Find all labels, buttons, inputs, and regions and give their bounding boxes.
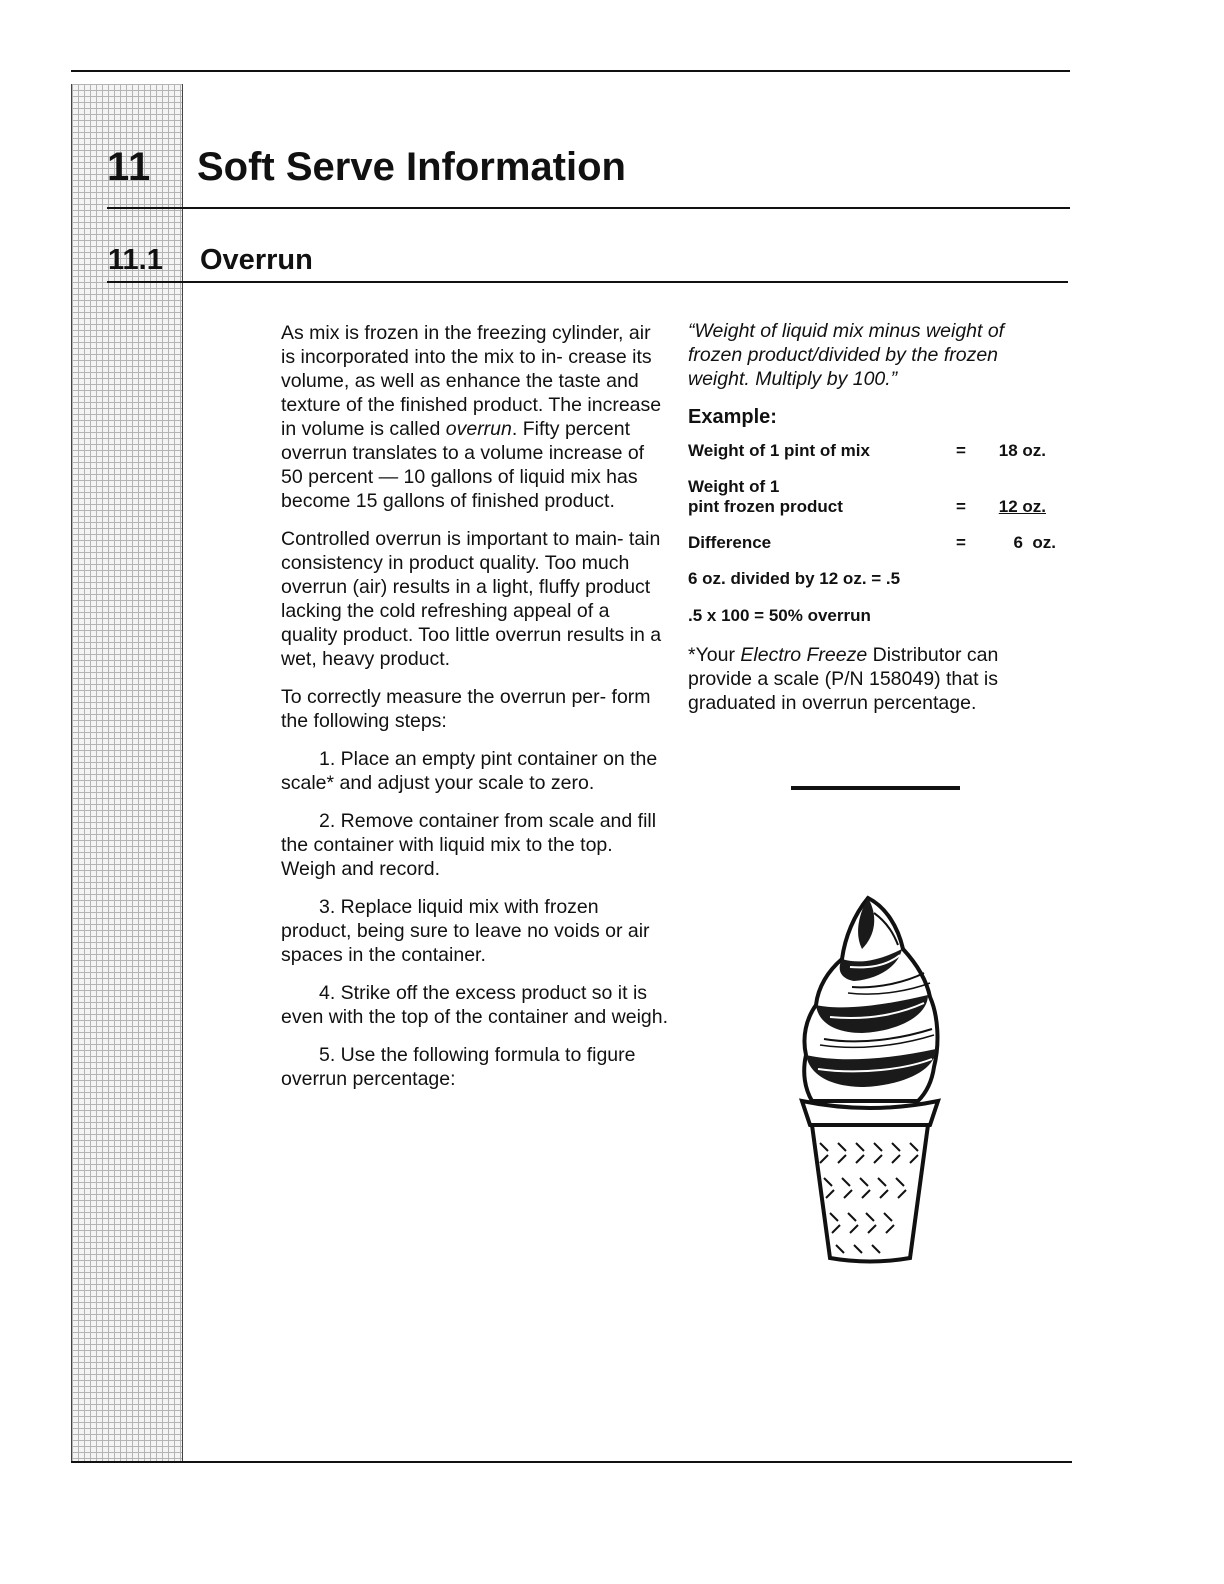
equals-sign: = [956,441,966,460]
calculation-result: .5 x 100 = 50% overrun [688,606,871,625]
chapter-number: 11 [107,145,152,189]
example-row-difference [688,533,1058,553]
example-row-label: Weight of 1 [688,477,780,496]
step-1: 1. Place an empty pint container on the scale* and adjust your scale to zero. [281,748,658,794]
step-4: 4. Strike off the excess product so it is even with the top of the container and weigh. [281,982,669,1028]
example-row-label: Difference [688,533,772,552]
brand-name: Electro Freeze [740,644,868,666]
intro-text-b: . Fifty percent overrun translates to a volume increase of 50 percent — 10 gallons of liquid mix has become 15 gallons of finished product. [281,418,645,512]
overrun-term: overrun [445,418,512,440]
bottom-rule [71,1461,1072,1463]
equals-sign: = [956,533,966,552]
step-2: 2. Remove container from scale and fill the container with liquid mix to the top. Weigh and record. [281,810,657,880]
intro-paragraph [281,321,669,513]
section-rule [107,281,1068,283]
example-row-value: 6 oz. [1013,533,1056,552]
example-row-label-line2: pint frozen product [688,497,843,516]
chapter-title: Soft Serve Information [197,145,626,189]
right-column [688,319,1058,715]
example-row-value: 12 oz. [998,497,1046,516]
equals-sign: = [956,497,966,516]
controlled-overrun-paragraph: Controlled overrun is important to main- tain consistency in product quality. Too much overrun (air) results in a light, fluffy product lacking the cold refreshing appeal of a quality product. Too little overrun results in a wet, heavy product. [281,528,662,670]
step-5: 5. Use the following formula to figure overrun percentage: [281,1044,636,1090]
note-text-a: *Your [688,644,741,666]
step-3: 3. Replace liquid mix with frozen product, being sure to leave no voids or air spaces in the container. [281,896,650,966]
section-number: 11.1 [108,244,163,276]
left-column [281,321,669,1105]
separator-rule [791,786,960,790]
steps-intro-paragraph: To correctly measure the overrun per- form the following steps: [281,686,651,732]
margin-grid-strip [71,84,183,1462]
intro-text-a: As mix is frozen in the freezing cylinder, air is incorporated into the mix to in- crease its volume, as well as enhance the taste and texture of the finished product. The increase in volume is called [281,322,662,440]
top-rule [71,70,1070,72]
example-row-mix [688,441,1058,461]
note-text-b: Distributor can provide a scale (P/N 158049) that is graduated in overrun percentage. [688,644,999,714]
chapter-rule [107,207,1070,209]
example-row-value: 18 oz. [998,441,1046,460]
example-row-frozen [688,477,1058,517]
soft-serve-cone-icon [790,893,950,1268]
example-heading: Example: [688,406,777,428]
section-title: Overrun [200,244,313,276]
calculation-division: 6 oz. divided by 12 oz. = .5 [688,569,901,588]
example-row-label: Weight of 1 pint of mix [688,441,870,460]
formula-quote: “Weight of liquid mix minus weight of frozen product/divided by the frozen weight. Multiply by 100.” [688,320,1005,390]
scale-note [688,643,1058,715]
